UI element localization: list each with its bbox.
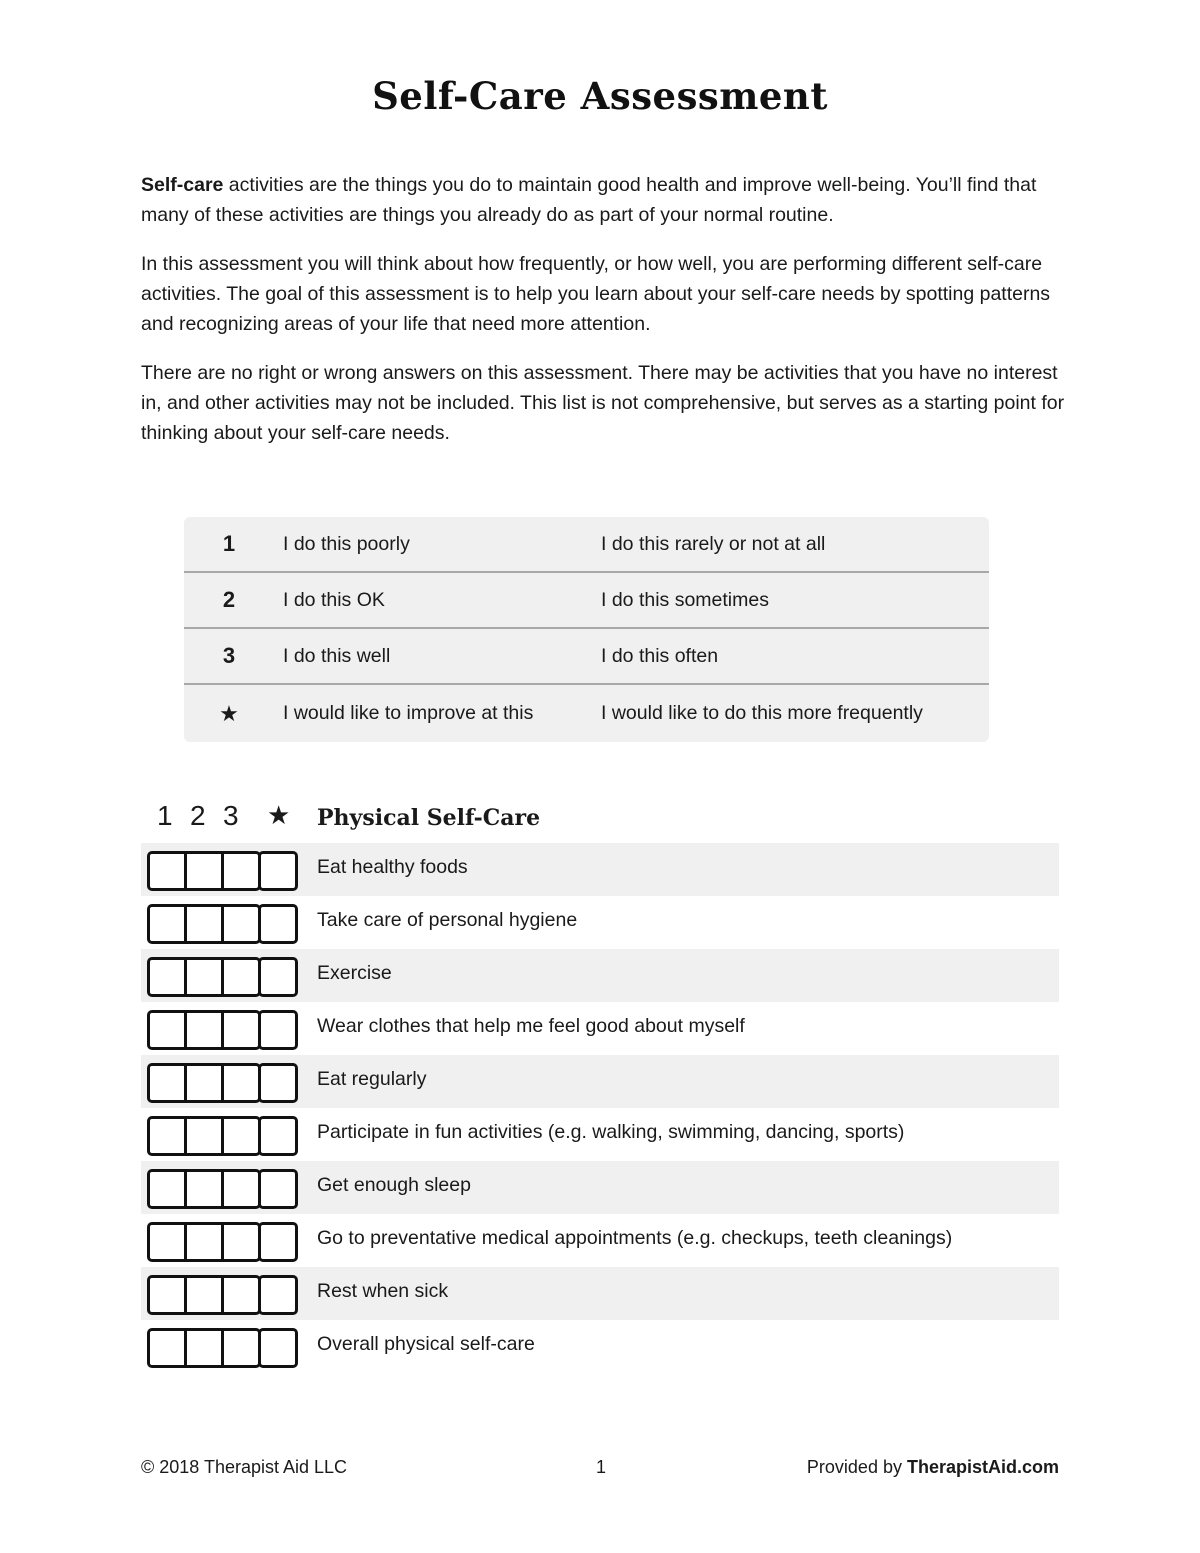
- legend-row: [184, 685, 989, 742]
- rating-2-checkbox[interactable]: [184, 1275, 224, 1315]
- rating-2-checkbox[interactable]: [184, 1222, 224, 1262]
- rating-2-checkbox[interactable]: [184, 957, 224, 997]
- list-item: [141, 1214, 1059, 1267]
- physical-self-care-list: [141, 843, 1059, 1373]
- intro-paragraph-3: There are no right or wrong answers on this assessment. There may be activities that you have no interest in, and other activities may not be included. This list is not comprehensive, but serves as a starting point for thinking about your self-care needs.: [141, 362, 1065, 444]
- improve-star-checkbox[interactable]: [258, 1328, 298, 1368]
- improve-star-checkbox[interactable]: [258, 1275, 298, 1315]
- legend-how-well: I do this well: [283, 644, 391, 667]
- item-label: Take care of personal hygiene: [317, 909, 578, 931]
- legend-how-often: I do this sometimes: [601, 588, 769, 611]
- copyright: © 2018 Therapist Aid LLC: [141, 1457, 348, 1477]
- rating-3-checkbox[interactable]: [221, 1063, 261, 1103]
- legend-how-well: I do this poorly: [283, 532, 410, 555]
- list-item: [141, 1002, 1059, 1055]
- intro-paragraph-2: In this assessment you will think about how frequently, or how well, you are performing different self-care activities. The goal of this assessment is to help you learn about your self-care needs by spotting patterns and recognizing areas of your life that need more attention.: [141, 253, 1051, 335]
- rating-1-checkbox[interactable]: [147, 1010, 187, 1050]
- rating-3-checkbox[interactable]: [221, 1010, 261, 1050]
- legend-key: 1: [222, 531, 236, 556]
- list-item: [141, 1267, 1059, 1320]
- rating-boxes: [147, 1275, 261, 1315]
- improve-star-checkbox[interactable]: [258, 1063, 298, 1103]
- rating-3-checkbox[interactable]: [221, 1169, 261, 1209]
- rating-1-checkbox[interactable]: [147, 1169, 187, 1209]
- rating-2-checkbox[interactable]: [184, 1063, 224, 1103]
- rating-1-checkbox[interactable]: [147, 851, 187, 891]
- scale-label-1: 1: [157, 800, 173, 831]
- item-label: Participate in fun activities (e.g. walking, swimming, dancing, sports): [317, 1121, 905, 1143]
- star-icon: ★: [267, 800, 291, 830]
- rating-3-checkbox[interactable]: [221, 851, 261, 891]
- rating-2-checkbox[interactable]: [184, 1010, 224, 1050]
- item-label: Overall physical self-care: [317, 1333, 535, 1355]
- rating-3-checkbox[interactable]: [221, 957, 261, 997]
- item-label: Eat healthy foods: [317, 856, 468, 878]
- improve-star-checkbox[interactable]: [258, 1169, 298, 1209]
- item-label: Rest when sick: [317, 1280, 449, 1302]
- page-title: Self-Care Assessment: [372, 74, 828, 118]
- site-link[interactable]: TherapistAid.com: [906, 1457, 1059, 1477]
- rating-2-checkbox[interactable]: [184, 851, 224, 891]
- rating-2-checkbox[interactable]: [184, 1169, 224, 1209]
- improve-star-checkbox[interactable]: [258, 1010, 298, 1050]
- rating-boxes: [147, 904, 261, 944]
- rating-2-checkbox[interactable]: [184, 1328, 224, 1368]
- improve-star-checkbox[interactable]: [258, 904, 298, 944]
- improve-star-checkbox[interactable]: [258, 1222, 298, 1262]
- rating-boxes: [147, 957, 261, 997]
- item-label: Eat regularly: [317, 1068, 427, 1090]
- improve-star-checkbox[interactable]: [258, 957, 298, 997]
- item-label: Wear clothes that help me feel good about myself: [317, 1015, 745, 1037]
- legend-key: 2: [222, 587, 236, 612]
- rating-3-checkbox[interactable]: [221, 1116, 261, 1156]
- rating-2-checkbox[interactable]: [184, 1116, 224, 1156]
- item-label: Go to preventative medical appointments (e.g. checkups, teeth cleanings): [317, 1227, 953, 1249]
- list-item: [141, 843, 1059, 896]
- legend-how-often: I do this rarely or not at all: [601, 532, 826, 555]
- rating-boxes: [147, 1222, 261, 1262]
- scale-label-3: 3: [223, 800, 239, 831]
- rating-3-checkbox[interactable]: [221, 1222, 261, 1262]
- rating-boxes: [147, 1169, 261, 1209]
- rating-1-checkbox[interactable]: [147, 1222, 187, 1262]
- improve-star-checkbox[interactable]: [258, 851, 298, 891]
- list-item: [141, 1161, 1059, 1214]
- list-item: [141, 1055, 1059, 1108]
- rating-3-checkbox[interactable]: [221, 1275, 261, 1315]
- rating-2-checkbox[interactable]: [184, 904, 224, 944]
- list-item: [141, 949, 1059, 1002]
- rating-1-checkbox[interactable]: [147, 904, 187, 944]
- star-icon: ★: [219, 700, 239, 726]
- legend-key: 3: [222, 643, 236, 668]
- legend-how-often: I would like to do this more frequently: [601, 702, 923, 724]
- section-title: Physical Self-Care: [317, 805, 541, 831]
- legend-how-often: I do this often: [601, 644, 719, 667]
- list-item: [141, 1108, 1059, 1161]
- rating-1-checkbox[interactable]: [147, 1275, 187, 1315]
- provided-by-text: Provided by: [806, 1457, 907, 1477]
- rating-3-checkbox[interactable]: [221, 904, 261, 944]
- rating-1-checkbox[interactable]: [147, 957, 187, 997]
- rating-boxes: [147, 1328, 261, 1368]
- intro-paragraph-1-text: activities are the things you do to maintain good health and improve well-being. You’ll find that many of these activities are things you already do as part of your normal routine.: [141, 174, 1037, 226]
- intro-text: [141, 170, 1066, 467]
- rating-1-checkbox[interactable]: [147, 1328, 187, 1368]
- rating-1-checkbox[interactable]: [147, 1116, 187, 1156]
- item-label: Exercise: [317, 962, 392, 984]
- provided-by: [807, 1457, 1059, 1478]
- rating-boxes: [147, 851, 261, 891]
- legend-row: [184, 573, 989, 629]
- improve-star-checkbox[interactable]: [258, 1116, 298, 1156]
- legend-row: [184, 629, 989, 685]
- page-number: 1: [596, 1457, 607, 1477]
- rating-1-checkbox[interactable]: [147, 1063, 187, 1103]
- rating-legend: [184, 517, 989, 742]
- item-label: Get enough sleep: [317, 1174, 471, 1196]
- list-item: [141, 896, 1059, 949]
- scale-label-2: 2: [190, 800, 206, 831]
- legend-row: [184, 517, 989, 573]
- rating-3-checkbox[interactable]: [221, 1328, 261, 1368]
- legend-how-well: I would like to improve at this: [283, 702, 534, 724]
- rating-boxes: [147, 1116, 261, 1156]
- list-item: [141, 1320, 1059, 1373]
- rating-boxes: [147, 1063, 261, 1103]
- rating-boxes: [147, 1010, 261, 1050]
- intro-bold-term: Self-care: [141, 174, 224, 196]
- intro-paragraph-1: [141, 170, 1066, 230]
- legend-how-well: I do this OK: [283, 588, 385, 611]
